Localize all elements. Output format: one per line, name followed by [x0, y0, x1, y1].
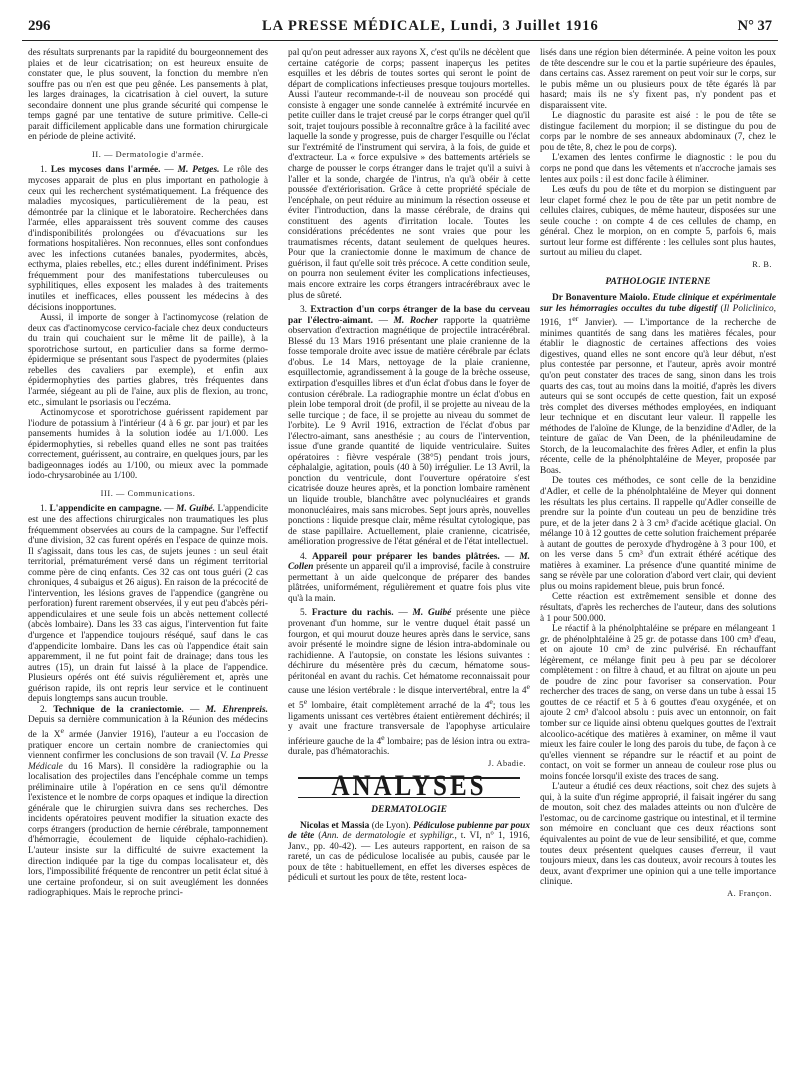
paragraph: Les œufs du pou de tête et du morpion se distinguent par leur clapet formé chez le pou de tête par un petit nombre de cellules claires, cubiques, de même hauteur, disposées sur une seule couche : on compte 4 de ces cellules de champ, en général. Chez le morpion, on en compte 5, parfois 6, mais surtout leur forme est différente : les cellules sont plus hautes, surtout au milieu du clapet. — [540, 185, 776, 259]
article-number: 2. — [40, 704, 48, 715]
signature: A. Françon. — [727, 888, 772, 898]
article-number: 3. — [300, 305, 308, 316]
article-number: 5. — [300, 608, 308, 619]
analysis-text: Janvier). — L'importance de la recherche de minimes quantités de sang dans les matières fécales, pour établir le diagnostic de certaines affections des voies digestives, quand elles ne sont encore qu'à leur début, n'est plus contestée par personne, et l'auteur, après avoir montré qu'on peut constater des traces de sang, sinon dans les trois quarts des cas, tout au moins dans la moitié, d'après les divers auteurs qui se sont occupés de cette question, fait un exposé très complet des diverses méthodes employées, en indiquant leur technique et en discutant leur valeur. Il rappelle les méthodes de l'aloïne de Klunge, de la benzidine d'Adler, de la teinture de gaïac de Van Deen, de la phénileudamine de Storch, de la leucomalachite des frères Adler, et enfin la plus récente, celle de la phénolphtaléine de Meyer, proposée par Boas. — [540, 318, 777, 476]
column-right — [540, 48, 776, 899]
article-title: L'appendicite en campagne. — [49, 504, 162, 515]
article-author: M. Guibé — [412, 608, 452, 619]
article-text: présente un appareil qu'il a improvisé, facile à construire permettant à un aide quelconque de préparer des bandes plâtrées, uniformément, régulièrement et quatre fois plus vite qu'à la main. — [288, 562, 531, 604]
article-text: L'appendicite est une des affections chirurgicales non traumatiques les plus fréquemment observées au cours de la campagne. Sur l'effectif d'une division, 32 cas furent opérés en l'espace de quinze mois. Il s'agissait, dans tous les cas, de sujets jeunes : un seul était territorial, prématurément versé dans un régiment territorial comme père de cinq enfants. Ces 32 cas ont tous guéri (2 cas chroniques, 4 subaigus et 26 aigus). En raison de la précocité de l'intervention, les lésions graves de l'appendice (gangrène ou perforation) furent rarement observées, il y eut peu d'abcès péri-appendiculaires et une seule fois un abcès nettement collecté (abcès lombaire). Dans les 33 cas aigus, l'intervention fut faite d'urgence et l'appendice toujours réséqué, sauf dans le cas d'appendicite lombaire. Dans les cas où l'appendice était sain apparemment, il ne fut point fait de drainage; dans tous les autres (15), un drain fut laissé à la place de l'appendice. Plusieurs opérés ont été suivis régulièrement et, après une guérison rapide, ils ont repris leur service et le continuent depuis longtemps sans aucun trouble. — [28, 504, 268, 705]
analysis-title: Etude clinique et expérimentale sur les hémorragies occultes du tube digestif — [540, 293, 776, 314]
superscript: e — [60, 725, 64, 735]
article-text: lombaire, était complètement arraché de la 4 — [307, 701, 490, 712]
paragraph: Actinomycose et sporotrichose guérissent rapidement par l'iodure de potassium à l'intérieur (4 à 6 gr. par jour) et par les pansements humides à la solution iodée au 1/1.000. Les épidermophyties, si rebelles quand elles ne sont pas traitées correctement, guérissent, au contraire, en quelques jours, par les badigeonnages iodés au 1/100, ou mieux avec la pommade iodo-chrysarobinée au 1/100. — [28, 408, 268, 482]
analysis-city: (de Lyon). — [369, 820, 414, 831]
newspaper-page — [22, 14, 778, 1074]
running-title: LA PRESSE MÉDICALE, Lundi, 3 Juillet 1916 — [262, 18, 599, 34]
section-heading: III. — Communications. — [100, 488, 196, 498]
article-text: et 5 — [288, 701, 304, 712]
paragraph: L'examen des lentes confirme le diagnostic : le pou du corps ne pond que dans les vêtements et n'accroche jamais ses lentes aux poils : il est donc facile à éliminer. — [540, 153, 776, 185]
page-number: 296 — [28, 18, 51, 34]
article-craniectomie: 2. Technique de la craniectomie. — M. Ehrenpreis. Depuis sa dernière communication à la Réunion des médecins de la Xe armée (Janvier 1916), l'auteur a eu l'occasion de pratiquer encore un certain nombre de craniectomies qui viennent confirmer les conclusions de son travail (V. La Presse Médicale du 16 Mars). Il considère la radiographie ou la localisation des projectiles dans l'encéphale comme un temps préliminaire utile à l'opération en ce sens qu'il démontre l'existence et le nombre de corps opaques et indique la direction générale que le chirurgien suivra dans ses recherches. Des incidents opératoires peuvent modifier la situation exacte des corps étrangers (production de hernie cérébrale, tamponnement d'hémorragie, écoulement de liquide céphalo-rachidien). L'auteur insiste sur la difficulté de suivre exactement la direction indiquée par la tige du compas localisateur et, dès lors, l'impossibilité fréquente de rencontrer un petit éclat situé à une certaine profondeur, si on suit aveuglément les données radiographiques. Mais le reproche princi- — [28, 704, 268, 899]
article-author: M. Collen — [288, 551, 531, 573]
article-text: Depuis sa dernière communication à la Réunion des médecins de la X — [28, 715, 268, 741]
paragraph: lisés dans une région bien déterminée. A peine voiton les poux de tête descendre sur le cou et la partie supérieure des épaules, dans certains cas. Assez rarement on peut voir sur le corps, sur le pubis même un ou plusieurs poux de tête égarés là par hasard; mais ils ne s'y fixent pas, n'y pondent pas et disparaissent vite. — [540, 48, 776, 111]
paragraph: De toutes ces méthodes, ce sont celle de la benzidine d'Adler, et celle de la phénolphtaléine de Meyer qui donnent les résultats les plus certains. Il rappelle qu'Adler conseille de prendre sur la pointe d'un couteau un peu de benzidine très pure, et de la jeter dans 2 à 3 cm³ d'acide acétique glacial. On mélange 10 à 12 gouttes de cette solution fraichement préparée à autant de gouttes de peroxyde d'hydrogène à 3 pour 100, et on les verse dans 5 cm³ d'un extrait éthéré acétique des matières à examiner. La présence d'une quantité minime de sang se révèle par une coloration d'abord vert clair, qui devient plus ou moins rapidement bleue, puis brun foncé. — [540, 476, 776, 592]
analyses-title: ANALYSES — [331, 770, 487, 803]
paragraph: Aussi, il importe de songer à l'actinomycose (relation de deux cas d'actinomycose cervico-faciale chez deux conducteurs du train qui couchaient sur le même lit de paille), à la sporotrichose surtout, en particulier dans sa forme dermo-épidermique se présentant sous l'aspect de pyodermites (plaies rebelles des cavaliers par exemple), et enfin aux épidermophyties des parties glabres, très fréquentes dans l'armée, siégeant au pli de l'aine, aux plis de flexion, au tronc, etc., simulant le psoriasis ou l'eczéma. — [28, 313, 268, 408]
signature: R. B. — [752, 259, 772, 269]
superscript: e — [303, 696, 308, 706]
article-title: Technique de la craniectomie. — [53, 704, 184, 715]
article-title: Appareil pour préparer les bandes plâtrées. — [312, 551, 500, 562]
superscript: e — [381, 732, 385, 742]
article-text: Le rôle des mycoses apparait de plus en plus important en pathologie à ceux qui les recherchent systématiquement. La fréquence des maladies mycosiques, particulièrement de la peau, est démontrée par la clinique et le laboratoire. Recherchées dans l'armée, elles apparaissent très souvent comme des causes d'indisponibilités prolongées ou d'évacuations sur les formations hospitalières. Non reconnues, elles sont confondues avec les infections cutanées banales, pyodermites, abcès, ecthyma, plaies rebelles, etc.; elles durent indéfiniment. Prises fréquemment pour des manifestations tuberculeuses ou syphilitiques, elles exposent les malades à des traitements inutiles et inefficaces, elles poussent les médecins à des décisions inopportunes. — [28, 165, 268, 313]
paragraph: des résultats surprenants par la rapidité du bourgeonnement des plaies et de leur cicatrisation; on est heureux ensuite de constater que, le plus souvent, la fonction du membre n'en souffre pas ou n'en est que peu gênée. Les pansements à plat, les larges drainages, la cicatrisation à ciel ouvert, la suture secondaire donnent une plus grande sécurité qui compense le temps gagné par une tentative de suture primitive. Celle-ci parait difficilement applicable dans une formation chirurgicale en période de pleine activité. — [28, 48, 268, 143]
superscript: e — [526, 682, 530, 692]
article-author: M. Rocher — [393, 315, 438, 326]
analysis-authors: Nicolas et Massia — [300, 820, 370, 831]
paragraph: L'auteur a étudié ces deux réactions, soit chez des sujets à qui, à la suite d'un régime approprié, il faisait ingérer du sang de mouton, soit chez des malades atteints ou non d'ulcère de l'estomac, ou de carcinome gastrique ou intestinal, et il termine son mémoire en concluant que ces deux réactions sont équivalentes au point de vue de leur sensibilité, et que, comme toutes deux présentent quelques causes d'erreur, il vaut toujours mieux, dans les cas douteux, avoir recours à toutes les deux, avant d'exprimer une opinion qui a une telle importance clinique. — [540, 782, 776, 888]
article-author: M. Ehrenpreis. — [205, 704, 268, 715]
article-text: rapporte la quatrième observation d'extraction magnétique de projectile intracérébral. Blessé du 13 Mars 1916 présentant une plaie cranienne de la fosse temporale droite avec issue de matière cérébrale par éclats d'obus. Le 14 Mars, nettoyage de la plaie cranienne, esquillectomie, agrandissement à la gouge de la brèche osseuse, extirpation d'esquilles libres et d'un éclat d'obus dans le foyer de contusion cérébrale. La radiographie montre un éclat d'obus en plein lobe temporal droit (de profil, il se projette au niveau de la selle turcique ; de face, il se projette au niveau du sommet de l'orbite). Le 9 Avril 1916, extraction de l'éclat d'obus par l'électro-aimant, sans anesthésie ; au cours de l'intervention, issue d'une grande quantité de liquide ventriculaire. Suites opératoires : fièvre vespérale (38°5) pendant trois jours, céphalalgie, agitation, pouls (40 à 50) irrégulier. Le 13 Avril, la ponction du ventricule, dont l'ouverture opératoire s'est cicatrisée douze heures après, et la ponction lombaire ramènent un liquide trouble, blanchâtre avec polynucléaires et grands mononucléaires, mais sans microbes. Sept jours après, nouvelles ponctions : liquide presque clair, même résultat cytologique, pas de stase papillaire. Actuellement, plaie cranienne, cicatrisée, amélioration progressive de l'état général et de l'état intellectuel. — [288, 315, 531, 548]
column-left — [28, 48, 268, 899]
page-header — [22, 14, 778, 41]
article-text: armée (Janvier 1916), l'auteur a eu l'occasion de pratiquer encore un certain nombre de craniectomies qui viennent confirmer les conclusions de son travail (V. — [28, 730, 268, 762]
analysis-pediculose — [288, 821, 530, 884]
article-text: présente une pièce provenant d'un homme, sur le ventre duquel était passé un fourgon, et qui mourut douze heures après dans le service, sans avoir présenté le moindre signe de lésion intra-abdominale ou rachidienne. A l'autopsie, on constate les lésions suivantes : déchirure du mésentère près du cæcum, hématome sous-péritonéal en avant du rachis. Cet hématome reconnaissait pour cause une lésion vertébrale : le disque intervertébral, entre la 4 — [288, 608, 531, 697]
article-number: 1. — [40, 504, 48, 515]
paragraph: Le réactif à la phénolphtaléine se prépare en mélangeant 1 gr. de phénolphtaléine à 25 gr. de potasse dans 100 cm³ d'eau, et on ajoute 10 cm³ de zinc pulvérisé. En réchauffant légèrement, ce mélange finit peu à peu par se décolorer complètement : on filtre à chaud, et au filtrat on ajoute un peu de poudre de zinc pour favoriser sa conservation. Pour rechercher des traces de sang, on verse dans un tube à essai 15 gouttes de ce réactif et 5 à 6 gouttes d'eau oxygénée, et on ajoute 2 cm³ d'alcool absolu : puis avec un entonnoir, on fait tomber sur ce liquide ainsi obtenu quelques gouttes de l'extrait alcoolico-acétique des matières à examiner, on même il vaut mieux les faire couler le long des parois du tube, de façon à ce qu'elles viennent se répandre sur le réactif et au point de contact, on voit se former un anneau de couleur rose plus ou moins foncée lorsqu'il existe des traces de sang. — [540, 624, 776, 782]
rubric-heading: PATHOLOGIE INTERNE — [605, 277, 711, 288]
article-electro-aimant: 3. Extraction d'un corps étranger de la base du cerveau par l'électro-aimant. — M. Rocher rapporte la quatrième observation d'extraction magnétique de projectile intracérébral. Blessé du 13 Mars 1916 présentant une plaie cranienne de la fosse temporale droite avec issue de matière cérébrale par éclats d'obus. Le 14 Mars, nettoyage de la plaie cranienne, esquillectomie, agrandissement à la gouge de la brèche osseuse, extirpation d'esquilles libres et d'un éclat d'obus dans le foyer de contusion cérébrale. La radiographie montre un éclat d'obus en plein lobe temporal droit (de profil, il se projette au niveau de la selle turcique ; de face, il se projette au niveau du sommet de l'orbite). Le 9 Avril 1916, extraction de l'éclat d'obus par l'électro-aimant, sans anesthésie ; au cours de l'intervention, issue d'une grande quantité de liquide ventriculaire. Suites opératoires : fièvre vespérale (38°5) pendant trois jours, céphalalgie, agitation, pouls (40 à 50) irrégulier. Le 13 Avril, la ponction du ventricule, dont l'ouverture opératoire s'est cicatrisée douze heures après, et la ponction lombaire ramènent un liquide trouble, blanchâtre avec polynucléaires et grands mononucléaires, mais sans microbes. Sept jours après, nouvelles ponctions : liquide presque clair, même résultat cytologique, pas de stase papillaire. Actuellement, plaie cranienne, cicatrisée, amélioration progressive de l'état général et de l'état intellectuel. — [288, 305, 531, 548]
article-text: du 16 Mars). Il considère la radiographie ou la localisation des projectiles dans l'encéphale comme un temps préliminaire utile à l'opération en ce sens qu'il démontre l'existence et le nombre de corps opaques et indique la direction générale que le chirurgien suivra dans ses recherches. Des incidents opératoires peuvent modifier la situation exacte des corps étrangers (production de hernie cérébrale, tamponnement d'hémorragie, écoulement de liquide céphalo-rachidien). L'auteur insiste sur la difficulté de suivre exactement la direction indiquée par la tige du compas localisateur et, dès lors, l'impossibilité fréquente de rencontrer un petit éclat situé à une certaine profondeur, si on suit aveuglément les données radiographiques. Mais le reproche princi- — [28, 761, 268, 899]
issue-number: N° 37 — [737, 18, 772, 34]
analysis-text: ( — [314, 831, 322, 842]
superscript: e — [489, 696, 493, 706]
analysis-title: Pédiculose pubienne par poux de tête — [288, 820, 531, 842]
analysis-text: , 1916, 1 — [540, 303, 776, 329]
journal-reference: La Presse Médicale — [28, 751, 268, 772]
article-number: 1. — [40, 165, 48, 176]
article-bandes-platrees: 4. Appareil pour préparer les bandes plâtrées. — M. Collen présente un appareil qu'il a improvisé, facile à construire permettant à un aide quelconque de préparer des bandes plâtrées, uniformément, régulièrement et quatre fois plus vite qu'à la main. — [288, 551, 531, 604]
analysis-hemorragies — [540, 293, 776, 476]
article-number: 4. — [300, 551, 308, 562]
article-title: Fracture du rachis. — [311, 608, 394, 619]
superscript: er — [572, 314, 579, 324]
article-appendicite: 1. L'appendicite en campagne. — M. Guibé. L'appendicite est une des affections chirurgicales non traumatiques les plus fréquemment observées au cours de la campagne. Sur l'effectif d'une division, 32 cas furent opérés en l'espace de quinze mois. Il s'agissait, dans tous les cas, de sujets jeunes : un seul était territorial, prématurément versé dans un régiment territorial comme père de cinq enfants. Ces 32 cas ont tous guéri (2 cas chroniques, 4 subaigus et 26 aigus). En raison de la précocité de l'intervention, les lésions graves de l'appendice (gangrène ou perforation) furent rarement observées, il y eut peu d'abcès péri-appendiculaires et une seule fois un abcès nettement collecté (abcès lombaire). Dans les 33 cas aigus, l'intervention fut faite d'urgence et l'appendice toujours réséqué, sauf dans le cas d'appendicite lombaire. Dans les cas où l'appendice était sain apparemment, il ne fut point fait de drainage; dans tous les autres (15), un drain fut laissé à la place de l'appendice. Plusieurs opérés ont été suivis régulièrement et, après une guérison rapide, ils ont repris leur service et le continuent depuis longtemps sans aucun trouble. — [28, 504, 268, 705]
paragraph: Cette réaction est extrêmement sensible et donne des résultats, d'après les recherches de l'auteur, dans des solutions à 1 pour 500.000. — [540, 592, 776, 624]
article-mycoses: 1. Les mycoses dans l'armée. — M. Petges. Le rôle des mycoses apparait de plus en plus important en pathologie à ceux qui les recherchent systématiquement. La fréquence des maladies mycosiques, particulièrement de la peau, est démontrée par la clinique et le laboratoire. Recherchées dans l'armée, elles apparaissent très souvent comme des causes d'indisponibilités prolongées ou d'évacuations sur les formations hospitalières. Non reconnues, elles sont confondues avec les infections cutanées banales, pyodermites, abcès, ecthyma, plaies rebelles, etc.; elles durent indéfiniment. Prises fréquemment pour des manifestations tuberculeuses ou syphilitiques, elles exposent les malades à des traitements inutiles et inefficaces, elles poussent les médecins à des décisions inopportunes. — [28, 165, 268, 313]
article-author: M. Guibé. — [176, 504, 215, 515]
paragraph: pal qu'on peut adresser aux rayons X, c'est qu'ils ne décèlent que certaine catégorie de corps; passent inaperçus les petites esquilles et les débris de toutes sortes qui seront le point de départ de complications infectieuses presque toujours mortelles. Aussi l'auteur recommande-t-il de nouveau son procédé qui consiste à engager une sonde cannelée à extrémité incurvée en petite cuiller dans le trajet creusé par le corps étranger quel qu'il soit, trajet toujours possible à reconnaître grâce à la facilité avec laquelle la sonde y progresse, puis de charger l'esquille ou l'éclat sur l'extrémité de l'instrument qui servira, à la fois, de guide et d'extracteur. La « force expulsive » des battements artériels se charge de pousser le corps étranger dans le trajet qu'il a suivi à l'aller et la sonde, chargée de l'intrus, n'a qu'à obéir à cette poussée d'extériorisation. Grâce à cette propriété spéciale de l'encéphale, on peut réduire au minimum la résection osseuse et éviter l'introduction, dans la masse cérébrale, de drains qui constituent des agents d'irritation locale. Toutes les considérations précédentes ne sont vraies que pour les traumatismes récents, datant seulement de quelques heures. Pour que la craniectomie donne le maximum de chance de guérison, il faut qu'elle soit très précoce. A cette condition seule, on pourra non seulement éviter les complications infectieuses, mais encore extraire les corps étrangers intracérébraux avec le plus de sûreté. — [288, 48, 530, 301]
section-heading: II. — Dermatologie d'armée. — [92, 149, 204, 159]
analysis-authors: Dr Bonaventure Maiolo. — [552, 293, 650, 304]
column-middle — [288, 48, 530, 884]
paragraph: Le diagnostic du parasite est aisé : le pou de tête se distingue facilement du morpion; il se distingue du pou de corps par le nombre de ses anneaux abdominaux (7, chez le pou de tête, 8, chez le pou de corps). — [540, 111, 776, 153]
analysis-text: , t. VI, n° 1, 1916, Janv., pp. 40-42). — Les auteurs rapportent, en raison de sa rareté, un cas de pédiculose localisée au pubis, causée par le poux de tête : habituellement, en effet les diverses espèces de pédiculi et surtout les poux de tête, restent loca- — [288, 831, 530, 884]
article-title: Les mycoses dans l'armée. — [50, 165, 161, 176]
article-text: ; tous les ligaments unissant ces vertèbres étaient entièrement déchirés; il y avait une fracture transversale de l'apophyse articulaire inférieure gauche de la 4 — [288, 701, 530, 747]
signature: J. Abadie. — [488, 758, 526, 768]
journal-reference: Ann. de dermatologie et syphiligr. — [321, 831, 455, 842]
article-text: lombaire; pas de lésion intra ou extra-durale, pas d'hématorachis. — [288, 736, 530, 758]
analysis-text: ( — [717, 303, 724, 314]
article-fracture-rachis: 5. Fracture du rachis. — M. Guibé présente une pièce provenant d'un homme, sur le ventre duquel était passé un fourgon, et qui mourut douze heures après dans le service, sans avoir présenté le moindre signe de lésion intra-abdominale ou rachidienne. A l'autopsie, on constate les lésions suivantes : déchirure du mésentère près du cæcum, hématome sous-péritonéal en avant du rachis. Cet hématome reconnaissait pour cause une lésion vertébrale : le disque intervertébral, entre la 4e et 5e lombaire, était complètement arraché de la 4e; tous les ligaments unissant ces vertèbres étaient entièrement déchirés; il y avait une fracture transversale de l'apophyse articulaire inférieure gauche de la 4e lombaire; pas de lésion intra ou extra-durale, pas d'hématorachis. — [288, 608, 531, 758]
article-title: Extraction d'un corps étranger de la base du cerveau par l'électro-aimant. — [288, 305, 530, 326]
article-author: M. Petges. — [177, 165, 220, 176]
rubric-heading: DERMATOLOGIE — [371, 804, 447, 815]
journal-reference: Il Policlinico — [723, 303, 774, 314]
analyses-banner — [288, 770, 530, 803]
